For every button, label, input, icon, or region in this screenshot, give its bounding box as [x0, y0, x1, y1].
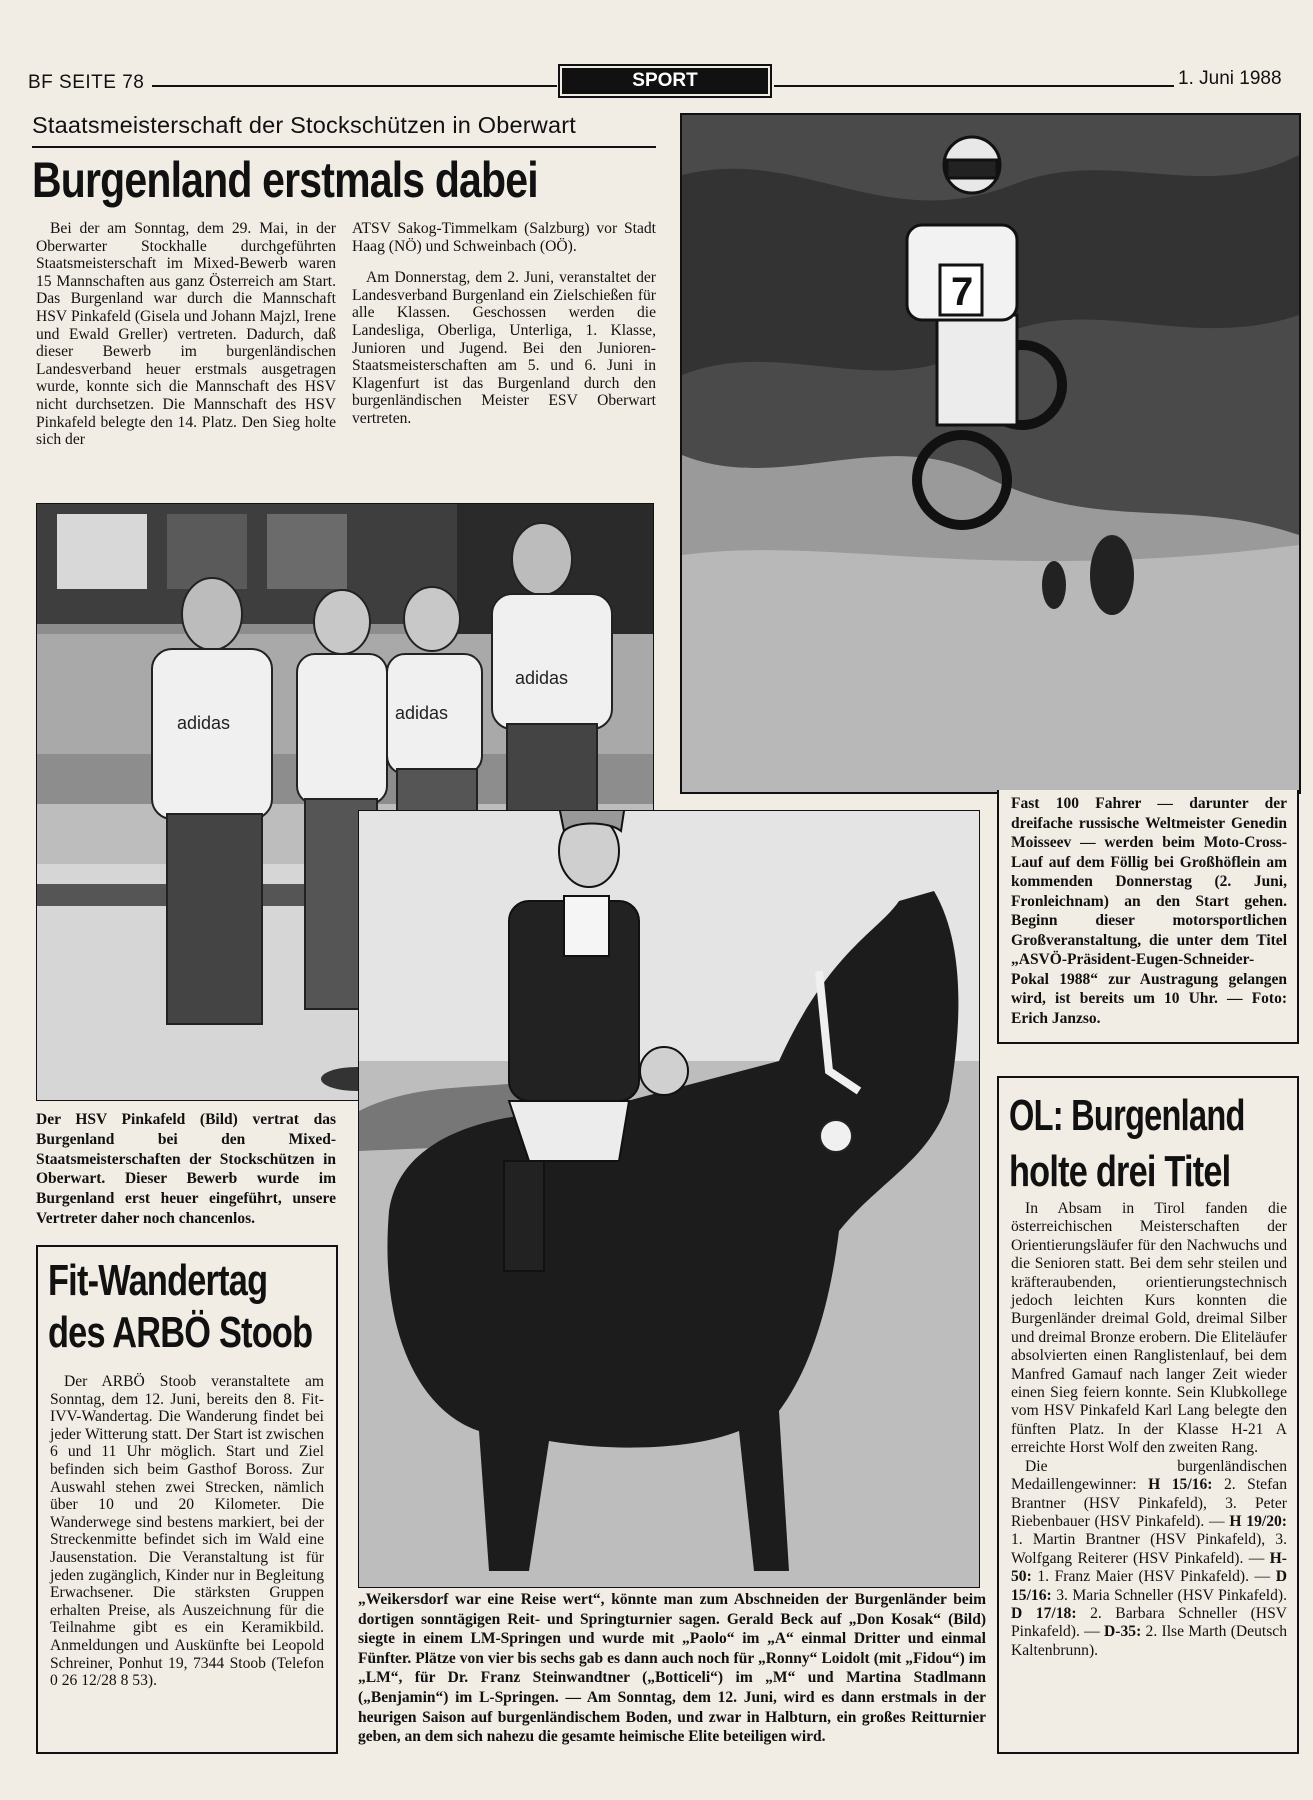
ol-title-line2: holte drei Titel — [1009, 1147, 1231, 1196]
horse-caption: „Weikersdorf war eine Reise wert“, könnte man zum Abschneiden der Burgenländer beim dortigen sonntägigen Reit- und Springturnier sagen. Gerald Beck auf „Don Kosak“ (Bild) siegte in einem LM-Springen und wurde mit „Paolo“ im „A“ einmal Dritter und einmal Fünfter. Plätze von vier bis sechs gab es dann auch noch für „Ronny“ Loidolt (mit „Fidou“) im „LM“, für Dr. Franz Steinwandtner („Botticeli“) im „M“ und Martina Stadlmann („Benjamin“) im L-Springen. — Am Sonntag, dem 12. Juni, wird es dann erstmals in der heurigen Saison auf burgenländischem Boden, und zwar in Halbturn, ein großes Reitturnier geben, an dem sich nahezu die gesamte heimische Elite beteiligen wird. — [358, 1591, 986, 1746]
ol-result-4: D 15/16: 3. Maria Schneller (HSV Pinkafeld). — [1011, 1568, 1287, 1604]
header-rule-right — [774, 85, 1174, 87]
shirt-logo-2: adidas — [395, 703, 449, 723]
ol-title-line1: OL: Burgenland — [1009, 1091, 1245, 1140]
article1-col2a-text: ATSV Sakog-Timmelkam (Salzburg) vor Stadt Haag (NÖ) und Schweinbach (OÖ). — [352, 220, 656, 255]
moto-bib-number: 7 — [951, 270, 974, 314]
team-photo-caption: Der HSV Pinkafeld (Bild) vertrat das Burgenland bei den Mixed-Staatsmeisterschaften der Stockschützen in Oberwart. Dieser Bewerb wurde im Burgenland erst heuer eingeführt, unsere Vertreter daher noch chancenlos. — [36, 1111, 336, 1227]
fit-title-line1: Fit-Wandertag — [48, 1256, 268, 1305]
article1-col1 — [36, 220, 336, 449]
kicker-rule — [32, 146, 656, 148]
fit-text: Der ARBÖ Stoob veranstaltete am Sonntag, dem 12. Juni, bereits den 8. Fit-IVV-Wandertag. Die Wanderung findet bei jeder Witterung statt. Der Start ist zwischen 6 und 11 Uhr möglich. Start und Ziel befinden sich beim Gasthof Boross. Zur Auswahl stehen zwei Strecken, nämlich über 10 und 20 Kilometer. Die Wanderwege sind bestens markiert, bei der Streckenmitte befindet sich im Wald eine Jausenstation. Die Veranstaltung ist für jeden zugänglich, Kinder nur in Begleitung Erwachsener. Die stärksten Gruppen erhalten Preise, als Auszeichnung für die Teilnahme gibt es ein Keramikbild. Anmeldungen und Auskünfte bei Leopold Schreiner, Ponhut 19, 7344 Stoob (Telefon 0 26 12/28 8 53). — [50, 1373, 324, 1690]
ol-results-intro: Die burgenländischen Medaillengewinner: — [1011, 1457, 1287, 1494]
section-label: SPORT — [558, 64, 772, 98]
ol-paragraph-2 — [1011, 1458, 1287, 1660]
fit-title-line2: des ARBÖ Stoob — [48, 1308, 313, 1357]
ol-result-5: D 17/18: 2. Barbara Schneller (HSV Pinkafeld). — — [1011, 1604, 1287, 1641]
shirt-logo-1: adidas — [177, 713, 231, 733]
motocross-caption: Fast 100 Fahrer — darunter der dreifache russische Weltmeister Genedin Moisseev — werden beim Moto-Cross-Lauf auf dem Föllig bei Großhöflein am kommenden Donnerstag (2. Juni, Fronleichnam) an den Start gehen. Beginn dieser motorsportlichen Großveranstaltung, die unter dem Titel „ASVÖ-Präsident-Eugen-Schneider-Pokal 1988“ zur Austragung gelangen wird, ist bereits um 10 Uhr. — Foto: Erich Janzso. — [1011, 795, 1287, 1027]
shirt-logo-3: adidas — [515, 668, 569, 688]
motocross-caption-box — [997, 790, 1299, 1044]
ol-text-block — [1011, 1200, 1287, 1660]
ol-result-1: H 15/16: 2. Stefan Brantner (HSV Pinkafeld), 3. Peter Riebenbauer (HSV Pinkafeld). — — [1011, 1476, 1288, 1530]
fit-wandertag-box — [36, 1245, 338, 1754]
fit-text-block — [50, 1373, 324, 1690]
ol-result-2: H 19/20: 1. Martin Brantner (HSV Pinkafeld), 3. Wolfgang Reiterer (HSV Pinkafeld). — — [1011, 1512, 1287, 1567]
article1-col2 — [352, 220, 656, 428]
article1-col1-text: Bei der am Sonntag, dem 29. Mai, in der Oberwarter Stockhalle durchgeführten Staatsmeisterschaft im Mixed-Bewerb waren 15 Mannschaften aus ganz Österreich am Start. Das Burgenland war durch die Mannschaft HSV Pinkafeld (Gisela und Johann Majzl, Irene und Ewald Greller) vertreten. Dadurch, daß dieser Bewerb im burgenländischen Landesverband heuer erstmals ausgetragen wurde, konnte sich die Mannschaft des HSV nicht durchsetzen. Die Mannschaft des HSV Pinkafeld belegte den 14. Platz. Den Sieg holte sich der — [36, 220, 336, 449]
ol-result-3: H-50: 1. Franz Maier (HSV Pinkafeld). — — [1011, 1549, 1287, 1586]
motocross-photo — [680, 113, 1301, 794]
ol-box — [997, 1076, 1299, 1754]
page-date: 1. Juni 1988 — [1178, 68, 1282, 89]
article1-col2b-text: Am Donnerstag, dem 2. Juni, veranstaltet der Landesverband Burgenland ein Zielschießen für alle Klassen. Geschossen werden die Landesliga, Oberliga, Unterliga, 1. Klasse, Junioren und Jugend. Bei den Junioren-Staatsmeisterschaften am 5. und 6. Juni in Klagenfurt ist das Burgenland durch den burgenländischen Meister ESV Oberwart vertreten. — [352, 269, 656, 427]
ol-paragraph-1: In Absam in Tirol fanden die österreichischen Meisterschaften der Orientierungsläufer für den Nachwuchs und die Senioren statt. Bei dem sehr steilen und kräfteraubenden, orientierungstechnisch jedoch leichten Kurs konnten die Burgenländer dreimal Gold, dreimal Silber und dreimal Bronze erobern. Die Eliteläufer absolvierten einen Ranglistenlauf, bei dem Manfred Gamauf nach langer Zeit wieder einen Sieg feiern konnte. Sein Klubkollege vom HSV Pinkafeld Karl Lang belegte den fünften Platz. In der Klasse H-21 A erreichte Horst Wolf den zweiten Rang. — [1011, 1200, 1287, 1457]
article-headline: Burgenland erstmals dabei — [32, 152, 538, 208]
page-header-left: BF SEITE 78 — [28, 72, 145, 93]
horse-photo — [358, 810, 980, 1588]
ol-result-6: D-35: 2. Ilse Marth (Deutsch Kaltenbrunn). — [1011, 1623, 1287, 1659]
header-rule-left — [152, 85, 557, 87]
article-kicker: Staatsmeisterschaft der Stockschützen in Oberwart — [32, 112, 577, 138]
